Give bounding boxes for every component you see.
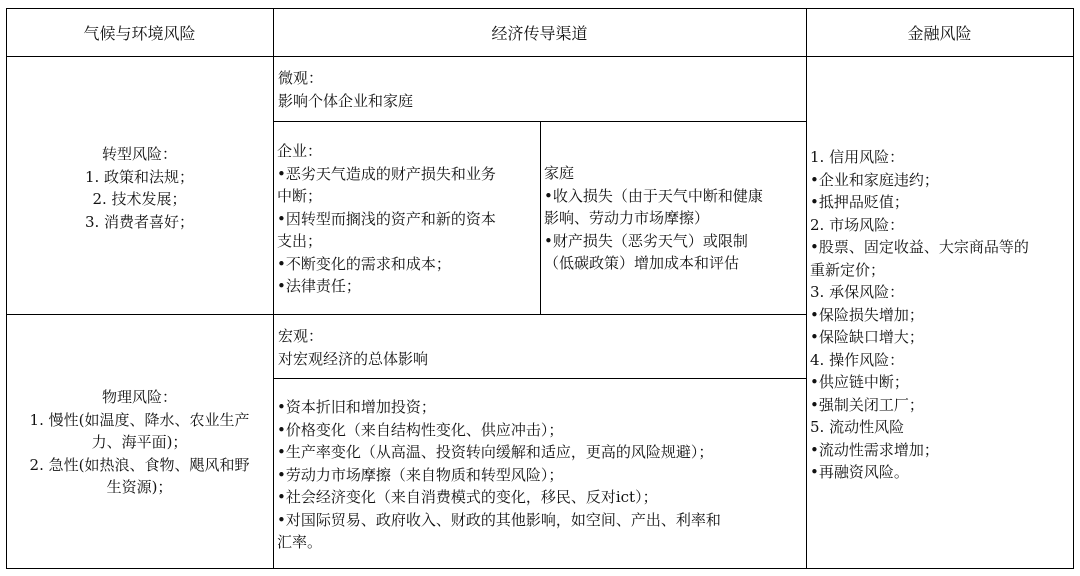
transition-risk-item: 1. 政策和法规； — [84, 167, 195, 186]
financial-risk-line: •保险损失增加； — [810, 305, 924, 324]
household-line: （低碳政策）增加成本和评估 — [544, 254, 740, 272]
household-line: 家庭 — [544, 164, 575, 182]
physical-risk-line: 1. 慢性(如温度、降水、农业生产 — [29, 410, 250, 429]
financial-risk-line: •保险缺口增大； — [810, 328, 924, 346]
financial-risk-line: •供应链中断； — [810, 373, 909, 391]
macro-item: 汇率。 — [277, 533, 323, 551]
financial-risk-line: 3. 承保风险： — [810, 283, 905, 301]
macro-subtitle: 对宏观经济的总体影响 — [278, 349, 429, 368]
physical-risk-line: 力、海平面)； — [91, 433, 188, 451]
financial-risk-line: 2. 市场风险： — [810, 215, 905, 234]
financial-risk-line: 5. 流动性风险 — [810, 418, 905, 436]
macro-item: •对国际贸易、政府收入、财政的其他影响，如空间、产出、利率和 — [277, 510, 721, 529]
transition-risk-title: 转型风险： — [101, 145, 177, 163]
enterprise-household-divider — [540, 121, 541, 315]
financial-risk-line: •企业和家庭违约； — [810, 170, 939, 189]
table-border-bottom — [6, 568, 1074, 569]
household-line: •收入损失（由于天气中断和健康 — [544, 186, 763, 205]
household-cell — [544, 162, 806, 275]
financial-risk-line: 重新定价； — [810, 260, 886, 279]
header-climate-risk: 气候与环境风险 — [83, 23, 196, 43]
physical-risk-cell — [6, 386, 273, 499]
column-divider-1 — [273, 8, 274, 569]
macro-title: 宏观： — [278, 327, 324, 345]
physical-risk-line: 2. 急性(如热浪、食物、飓风和野 — [29, 455, 250, 474]
transition-risk-item: 2. 技术发展； — [92, 190, 187, 208]
micro-title: 微观： — [278, 69, 324, 87]
macro-item: •资本折旧和增加投资； — [277, 398, 436, 416]
macro-item: •社会经济变化（来自消费模式的变化，移民、反对ict）； — [277, 488, 658, 506]
transition-risk-item: 3. 消费者喜好； — [84, 212, 195, 231]
financial-risk-cell — [810, 146, 1072, 484]
header-financial-risk: 金融风险 — [907, 23, 972, 43]
macro-divider — [273, 378, 807, 379]
enterprise-line: •因转型而搁浅的资产和新的资本 — [277, 209, 496, 228]
household-line: •财产损失（恶劣天气）或限制 — [544, 231, 748, 250]
transition-risk-cell — [6, 143, 273, 233]
physical-risk-line: 生资源)； — [106, 478, 173, 496]
household-line: 影响、劳动力市场摩擦） — [544, 209, 710, 227]
financial-risk-line: •再融资风险。 — [810, 463, 909, 481]
financial-risk-line: •强制关闭工厂； — [810, 395, 924, 414]
financial-risk-line: 4. 操作风险： — [810, 350, 905, 369]
financial-risk-line: •股票、固定收益、大宗商品等的 — [810, 238, 1029, 256]
enterprise-line: 支出； — [277, 232, 323, 250]
macro-item: •生产率变化（从高温、投资转向缓解和适应，更高的风险规避）； — [277, 443, 714, 461]
header-divider — [6, 56, 1074, 57]
macro-cell — [278, 325, 803, 370]
micro-subtitle: 影响个体企业和家庭 — [278, 91, 414, 110]
enterprise-cell — [277, 140, 539, 298]
enterprise-line: •不断变化的需求和成本； — [277, 254, 451, 273]
enterprise-line: •法律责任； — [277, 277, 361, 295]
financial-risk-line: •抵押品贬值； — [810, 193, 909, 211]
enterprise-line: 企业： — [277, 142, 323, 160]
column-divider-2 — [806, 8, 807, 569]
financial-risk-line: •流动性需求增加； — [810, 440, 939, 459]
macro-item: •劳动力市场摩擦（来自物质和转型风险）； — [277, 465, 564, 484]
financial-risk-line: 1. 信用风险： — [810, 148, 905, 166]
row-divider-left — [6, 314, 274, 315]
table-border-right — [1073, 8, 1074, 569]
header-economic-channels: 经济传导渠道 — [491, 23, 588, 43]
enterprise-line: •恶劣天气造成的财产损失和业务 — [277, 164, 496, 183]
enterprise-line: 中断； — [277, 187, 323, 205]
macro-item: •价格变化（来自结构性变化、供应冲击）； — [277, 420, 564, 439]
physical-risk-title: 物理风险： — [101, 388, 177, 406]
micro-cell — [278, 67, 803, 112]
macro-items-cell — [277, 396, 805, 554]
